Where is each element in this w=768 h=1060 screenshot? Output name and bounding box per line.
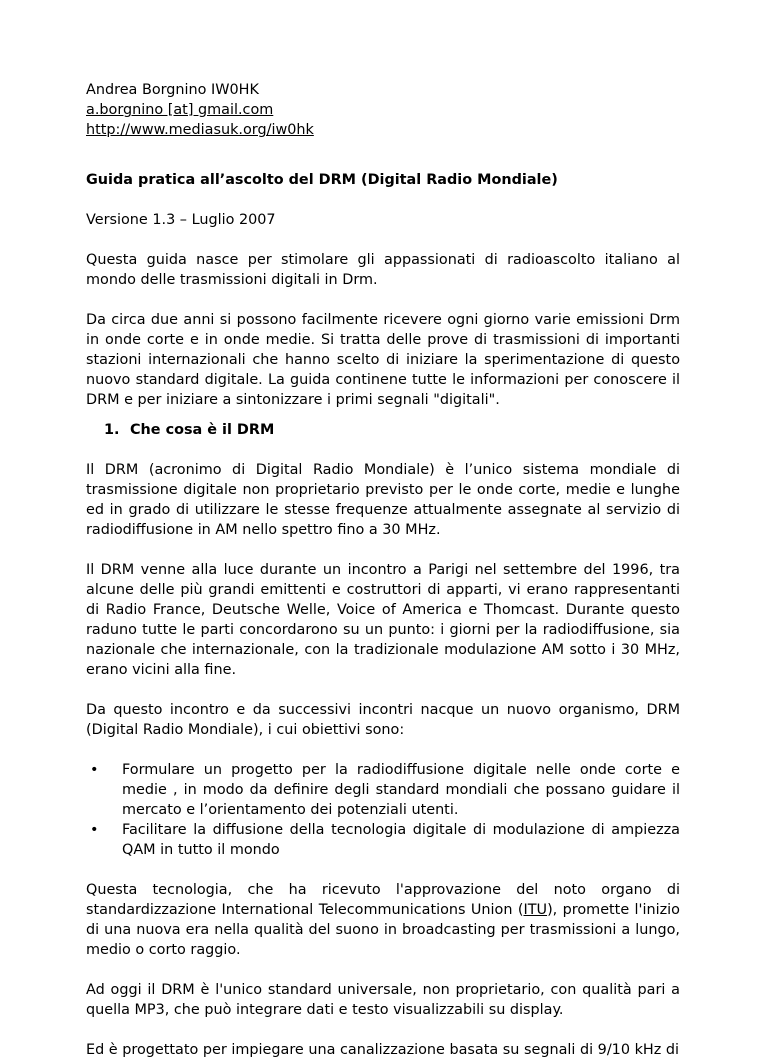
itu-link[interactable]: ITU <box>523 902 548 918</box>
section-paragraph-5: Ad oggi il DRM è l'unico standard universale, non proprietario, con qualità pari a quella MP3, che può integrare dati e testo visualizzabili su display. <box>86 982 680 1018</box>
section-paragraph-3: Da questo incontro e da successivi incontri nacque un nuovo organismo, DRM (Digital Radio Mondiale), i cui obiettivi sono: <box>86 702 680 738</box>
list-item-text: Formulare un progetto per la radiodiffusione digitale nelle onde corte e medie , in modo da definire degli standard mondiali che possano guidare il mercato e l’orientamento dei potenziali utenti. <box>122 762 680 818</box>
section-paragraph-6: Ed è progettato per impiegare una canalizzazione basata su segnali di 9/10 kHz di <box>86 1042 679 1058</box>
list-item <box>86 820 680 860</box>
section-heading <box>104 420 680 440</box>
paragraph-text: Questa tecnologia, che ha ricevuto l'approvazione del noto organo di standardizzazione International Telecommunications Union ( <box>86 882 680 918</box>
list-item <box>86 760 680 820</box>
section-paragraph-4 <box>86 880 680 960</box>
document-page <box>86 80 680 1060</box>
section-paragraph-1: Il DRM (acronimo di Digital Radio Mondiale) è l’unico sistema mondiale di trasmissione digitale non proprietario previsto per le onde corte, medie e lunghe ed in grado di utilizzare le stesse frequenze attualmente assegnate al servizio di radiodiffusione in AM nello spettro fino a 30 MHz. <box>86 462 680 538</box>
section-paragraph-2: Il DRM venne alla luce durante un incontro a Parigi nel settembre del 1996, tra alcune delle più grandi emittenti e costruttori di apparti, vi erano rappresentanti di Radio France, Deutsche Welle, Voice of America e Thomcast. Durante questo raduno tutte le parti concordarono su un punto: i giorni per la radiodiffusione, sia nazionale che internazionale, con la tradizionale modulazione AM sotto i 30 MHz, erano vicini alla fine. <box>86 562 680 678</box>
paragraph-text: ), promette l'inizio di una nuova era nella qualità del suono in broadcasting per trasmissioni a lungo, medio o corto raggio. <box>86 902 680 958</box>
list-item-text: Facilitare la diffusione della tecnologia digitale di modulazione di ampiezza QAM in tutto il mondo <box>122 822 680 858</box>
objectives-list <box>86 760 680 860</box>
bullet-icon: • <box>90 822 99 838</box>
section-title: Che cosa è il DRM <box>130 422 275 438</box>
version-line: Versione 1.3 – Luglio 2007 <box>86 212 276 228</box>
email-link[interactable]: a.borgnino [at] gmail.com <box>86 102 274 118</box>
document-title: Guida pratica all’ascolto del DRM (Digital Radio Mondiale) <box>86 172 558 188</box>
section-number: 1. <box>104 422 120 438</box>
intro-paragraph-2: Da circa due anni si possono facilmente ricevere ogni giorno varie emissioni Drm in onde corte e in onde medie. Si tratta delle prove di trasmissioni di importanti stazioni internazionali che hanno scelto di iniziare la sperimentazione di questo nuovo standard digitale. La guida continene tutte le informazioni per conoscere il DRM e per iniziare a sintonizzare i primi segnali "digitali". <box>86 312 680 408</box>
intro-paragraph-1: Questa guida nasce per stimolare gli appassionati di radioascolto italiano al mondo delle trasmissioni digitali in Drm. <box>86 252 680 288</box>
author-line: Andrea Borgnino IW0HK <box>86 82 259 98</box>
website-link[interactable]: http://www.mediasuk.org/iw0hk <box>86 122 314 138</box>
bullet-icon: • <box>90 762 99 778</box>
